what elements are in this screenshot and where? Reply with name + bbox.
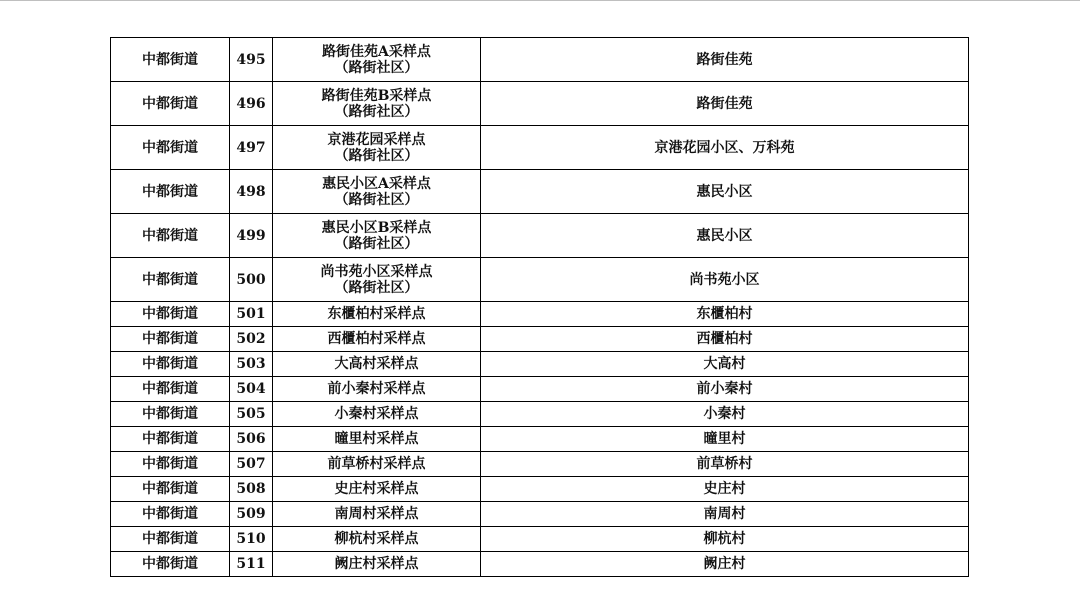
coverage-area-cell: 曈里村 [481,427,969,452]
sampling-point-name: 前草桥村采样点 [327,456,426,472]
table-row [111,258,969,302]
street-cell: 中都街道 [111,427,230,452]
number-cell: 500 [230,258,273,302]
street-cell: 中都街道 [111,258,230,302]
coverage-area-cell: 小秦村 [481,402,969,427]
coverage-area-cell: 前草桥村 [481,452,969,477]
table-row [111,214,969,258]
table-row [111,427,969,452]
table-row [111,302,969,327]
coverage-area-cell: 南周村 [481,502,969,527]
coverage-area-cell: 尚书苑小区 [481,258,969,302]
number-cell: 499 [230,214,273,258]
sampling-point-cell [273,427,481,452]
sampling-point-name: 路街佳苑A采样点 [322,43,431,60]
number-cell: 505 [230,402,273,427]
number-cell: 504 [230,377,273,402]
number-cell: 496 [230,82,273,126]
table-row [111,82,969,126]
street-cell: 中都街道 [111,477,230,502]
coverage-area-cell: 阙庄村 [481,552,969,577]
sampling-point-table [110,37,969,577]
number-cell: 511 [230,552,273,577]
street-cell: 中都街道 [111,352,230,377]
number-cell: 509 [230,502,273,527]
sampling-point-cell [273,82,481,126]
sampling-point-cell [273,126,481,170]
community-name: （路街社区） [334,191,419,208]
page-top-edge [0,0,1080,1]
coverage-area-cell: 柳杭村 [481,527,969,552]
number-cell: 497 [230,126,273,170]
sampling-point-name: 史庄村采样点 [334,481,419,497]
table-row [111,527,969,552]
coverage-area-cell: 惠民小区 [481,170,969,214]
table-row [111,126,969,170]
sampling-point-name: 西櫃柏村采样点 [327,331,426,347]
sampling-point-name: 惠民小区A采样点 [322,175,431,192]
number-cell: 498 [230,170,273,214]
sampling-point-cell [273,552,481,577]
street-cell: 中都街道 [111,502,230,527]
street-cell: 中都街道 [111,402,230,427]
coverage-area-cell: 西櫃柏村 [481,327,969,352]
street-cell: 中都街道 [111,82,230,126]
community-name: （路街社区） [334,235,419,252]
table-body [111,38,969,577]
coverage-area-cell: 惠民小区 [481,214,969,258]
table-row [111,327,969,352]
sampling-point-cell [273,214,481,258]
sampling-point-cell [273,377,481,402]
sampling-point-name: 前小秦村采样点 [327,381,426,397]
community-name: （路街社区） [334,103,419,120]
street-cell: 中都街道 [111,552,230,577]
sampling-point-cell [273,258,481,302]
sampling-point-name: 东櫃柏村采样点 [327,306,426,322]
sampling-point-name: 阙庄村采样点 [334,556,419,572]
sampling-point-cell [273,527,481,552]
sampling-point-name: 大高村采样点 [334,356,419,372]
sampling-point-cell [273,38,481,82]
street-cell: 中都街道 [111,170,230,214]
table-row [111,38,969,82]
street-cell: 中都街道 [111,527,230,552]
table-row [111,502,969,527]
coverage-area-cell: 史庄村 [481,477,969,502]
sampling-point-name: 惠民小区B采样点 [321,219,432,236]
table-row [111,452,969,477]
sampling-point-name: 曈里村采样点 [334,431,419,447]
community-name: （路街社区） [334,147,419,164]
sampling-point-cell [273,170,481,214]
sampling-point-cell [273,327,481,352]
sampling-point-name: 尚书苑小区采样点 [320,263,433,280]
community-name: （路街社区） [334,59,419,76]
sampling-point-name: 小秦村采样点 [334,406,419,422]
sampling-point-cell [273,352,481,377]
sampling-point-cell [273,477,481,502]
table-row [111,477,969,502]
table-row [111,402,969,427]
coverage-area-cell: 京港花园小区、万科苑 [481,126,969,170]
street-cell: 中都街道 [111,327,230,352]
street-cell: 中都街道 [111,214,230,258]
number-cell: 503 [230,352,273,377]
sampling-point-name: 路街佳苑B采样点 [321,87,432,104]
table-row [111,552,969,577]
coverage-area-cell: 东櫃柏村 [481,302,969,327]
street-cell: 中都街道 [111,377,230,402]
coverage-area-cell: 前小秦村 [481,377,969,402]
sampling-point-cell [273,302,481,327]
number-cell: 495 [230,38,273,82]
table-row [111,170,969,214]
number-cell: 507 [230,452,273,477]
sampling-point-cell [273,502,481,527]
street-cell: 中都街道 [111,302,230,327]
street-cell: 中都街道 [111,452,230,477]
street-cell: 中都街道 [111,126,230,170]
sampling-point-cell [273,402,481,427]
table-row [111,352,969,377]
number-cell: 508 [230,477,273,502]
number-cell: 502 [230,327,273,352]
coverage-area-cell: 路街佳苑 [481,82,969,126]
coverage-area-cell: 路街佳苑 [481,38,969,82]
community-name: （路街社区） [334,279,419,296]
table-row [111,377,969,402]
street-cell: 中都街道 [111,38,230,82]
number-cell: 510 [230,527,273,552]
sampling-point-name: 柳杭村采样点 [334,531,419,547]
sampling-point-cell [273,452,481,477]
coverage-area-cell: 大高村 [481,352,969,377]
number-cell: 506 [230,427,273,452]
sampling-point-name: 南周村采样点 [334,506,419,522]
sampling-point-name: 京港花园采样点 [327,131,426,148]
number-cell: 501 [230,302,273,327]
